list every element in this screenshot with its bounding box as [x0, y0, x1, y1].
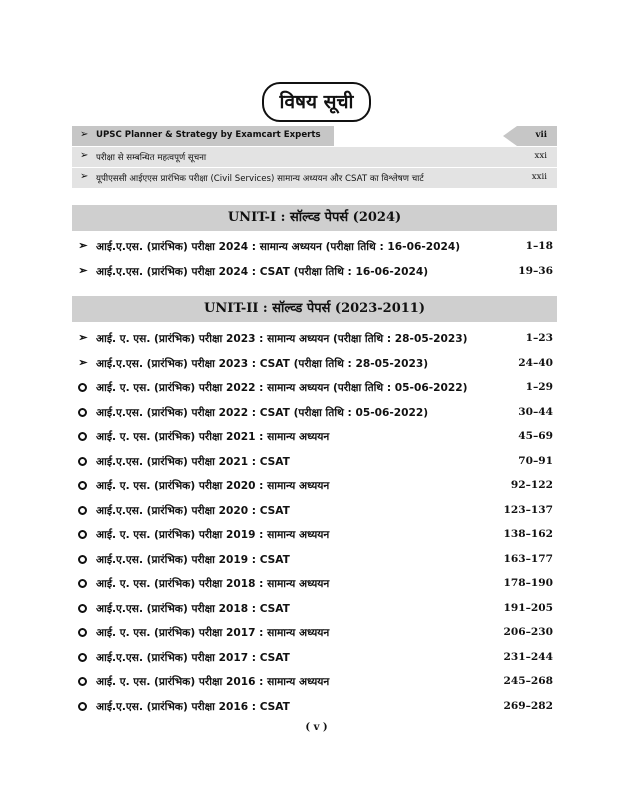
- toc-entry-label: आई. ए. एस. (प्रारंभिक) परीक्षा 2023 : सामान्य अध्ययन (परीक्षा तिथि : 28-05-2023): [96, 333, 468, 345]
- intro-page: vii: [535, 130, 547, 140]
- toc-entry[interactable]: [72, 450, 557, 475]
- page-title: विषय सूची: [262, 82, 372, 122]
- toc-entry-pages: 1–29: [525, 381, 553, 393]
- intro-page: xxii: [531, 172, 547, 182]
- toc-entry-pages: 19–36: [518, 264, 553, 277]
- arrow-icon: ➢: [78, 263, 88, 277]
- toc-entry[interactable]: [72, 621, 557, 646]
- toc-entry[interactable]: [72, 235, 557, 260]
- intro-highlight-band: [334, 126, 517, 146]
- toc-entry-label: आई.ए.एस. (प्रारंभिक) परीक्षा 2024 : सामान्य अध्ययन (परीक्षा तिथि : 16-06-2024): [96, 241, 461, 253]
- toc-entry-pages: 269–282: [503, 699, 553, 712]
- arrow-icon: ➢: [80, 150, 89, 161]
- toc-entry-label: आई.ए.एस. (प्रारंभिक) परीक्षा 2020 : CSAT: [96, 504, 290, 517]
- ring-bullet-icon: [78, 653, 87, 662]
- toc-entry-label: आई. ए. एस. (प्रारंभिक) परीक्षा 2021 : सामान्य अध्ययन: [96, 431, 330, 443]
- intro-row[interactable]: [72, 126, 557, 146]
- toc-entry[interactable]: [72, 572, 557, 597]
- toc-entry-pages: 1–18: [525, 240, 553, 252]
- ring-bullet-icon: [78, 408, 87, 417]
- toc-entry-label: आई. ए. एस. (प्रारंभिक) परीक्षा 2020 : सामान्य अध्ययन: [96, 480, 330, 492]
- intro-page: xxi: [534, 151, 547, 161]
- toc-entry[interactable]: [72, 376, 557, 401]
- toc-entry-label: आई.ए.एस. (प्रारंभिक) परीक्षा 2024 : CSAT (परीक्षा तिथि : 16-06-2024): [96, 265, 429, 278]
- toc-entry-pages: 138–162: [503, 528, 553, 540]
- arrow-icon: ➢: [80, 129, 89, 140]
- ring-bullet-icon: [78, 579, 87, 588]
- toc-entry-pages: 178–190: [503, 577, 553, 589]
- ring-bullet-icon: [78, 383, 87, 392]
- toc-entry-label: आई.ए.एस. (प्रारंभिक) परीक्षा 2017 : CSAT: [96, 651, 290, 664]
- ring-bullet-icon: [78, 432, 87, 441]
- toc-entry[interactable]: [72, 352, 557, 377]
- toc-entry[interactable]: [72, 499, 557, 524]
- unit-1-entries: [72, 235, 557, 284]
- intro-row[interactable]: [72, 168, 557, 188]
- toc-entry[interactable]: [72, 597, 557, 622]
- toc-entry-pages: 123–137: [503, 503, 553, 516]
- toc-entry-pages: 191–205: [503, 601, 553, 614]
- ring-bullet-icon: [78, 481, 87, 490]
- unit-2-header: UNIT-II : सॉल्व्ड पेपर्स (2023-2011): [72, 296, 557, 322]
- title-wrapper: [0, 82, 633, 122]
- toc-entry-pages: 30–44: [518, 405, 553, 418]
- ring-bullet-icon: [78, 530, 87, 539]
- toc-entry[interactable]: [72, 425, 557, 450]
- toc-entry-label: आई.ए.एस. (प्रारंभिक) परीक्षा 2022 : CSAT (परीक्षा तिथि : 05-06-2022): [96, 406, 429, 419]
- toc-entry[interactable]: [72, 695, 557, 720]
- intro-row[interactable]: [72, 147, 557, 167]
- toc-entry-pages: 231–244: [503, 650, 553, 663]
- toc-entry[interactable]: [72, 327, 557, 352]
- ring-bullet-icon: [78, 702, 87, 711]
- toc-entry-pages: 1–23: [525, 332, 553, 344]
- intro-label: UPSC Planner & Strategy by Examcart Experts: [96, 130, 321, 140]
- toc-entry[interactable]: [72, 646, 557, 671]
- toc-entry-label: आई. ए. एस. (प्रारंभिक) परीक्षा 2022 : सामान्य अध्ययन (परीक्षा तिथि : 05-06-2022): [96, 382, 468, 394]
- unit-2-entries: [72, 327, 557, 719]
- ring-bullet-icon: [78, 457, 87, 466]
- intro-label: यूपीएससी आईएएस प्रारंभिक परीक्षा (Civil Services) सामान्य अध्ययन और CSAT का विश्लेषण चार्ट: [96, 174, 424, 184]
- ring-bullet-icon: [78, 604, 87, 613]
- toc-entry-label: आई. ए. एस. (प्रारंभिक) परीक्षा 2017 : सामान्य अध्ययन: [96, 627, 330, 639]
- arrow-icon: ➢: [78, 331, 88, 344]
- page-number: ( v ): [305, 722, 328, 733]
- toc-entry-label: आई.ए.एस. (प्रारंभिक) परीक्षा 2016 : CSAT: [96, 700, 290, 713]
- toc-entry-pages: 245–268: [503, 675, 553, 687]
- arrow-icon: ➢: [78, 239, 88, 252]
- ring-bullet-icon: [78, 677, 87, 686]
- intro-list: [72, 126, 557, 189]
- arrow-icon: ➢: [78, 355, 88, 369]
- toc-entry-pages: 163–177: [503, 552, 553, 565]
- toc-entry-label: आई.ए.एस. (प्रारंभिक) परीक्षा 2018 : CSAT: [96, 602, 290, 615]
- toc-entry-label: आई.ए.एस. (प्रारंभिक) परीक्षा 2019 : CSAT: [96, 553, 290, 566]
- toc-entry[interactable]: [72, 474, 557, 499]
- toc-entry-label: आई. ए. एस. (प्रारंभिक) परीक्षा 2016 : सामान्य अध्ययन: [96, 676, 330, 688]
- toc-entry-pages: 70–91: [518, 454, 553, 467]
- toc-entry-pages: 206–230: [503, 626, 553, 638]
- arrow-icon: ➢: [80, 171, 89, 182]
- toc-entry-pages: 24–40: [518, 356, 553, 369]
- toc-entry-label: आई.ए.एस. (प्रारंभिक) परीक्षा 2023 : CSAT (परीक्षा तिथि : 28-05-2023): [96, 357, 429, 370]
- toc-entry[interactable]: [72, 670, 557, 695]
- ring-bullet-icon: [78, 555, 87, 564]
- toc-entry-label: आई.ए.एस. (प्रारंभिक) परीक्षा 2021 : CSAT: [96, 455, 290, 468]
- ring-bullet-icon: [78, 628, 87, 637]
- ring-bullet-icon: [78, 506, 87, 515]
- intro-label: परीक्षा से सम्बन्धित महत्वपूर्ण सूचना: [96, 153, 207, 163]
- toc-entry[interactable]: [72, 523, 557, 548]
- toc-entry[interactable]: [72, 260, 557, 285]
- toc-entry[interactable]: [72, 401, 557, 426]
- toc-entry-pages: 45–69: [518, 430, 553, 442]
- toc-entry[interactable]: [72, 548, 557, 573]
- toc-entry-label: आई. ए. एस. (प्रारंभिक) परीक्षा 2018 : सामान्य अध्ययन: [96, 578, 330, 590]
- toc-entry-pages: 92–122: [510, 479, 553, 491]
- toc-entry-label: आई. ए. एस. (प्रारंभिक) परीक्षा 2019 : सामान्य अध्ययन: [96, 529, 330, 541]
- unit-1-header: UNIT-I : सॉल्व्ड पेपर्स (2024): [72, 205, 557, 231]
